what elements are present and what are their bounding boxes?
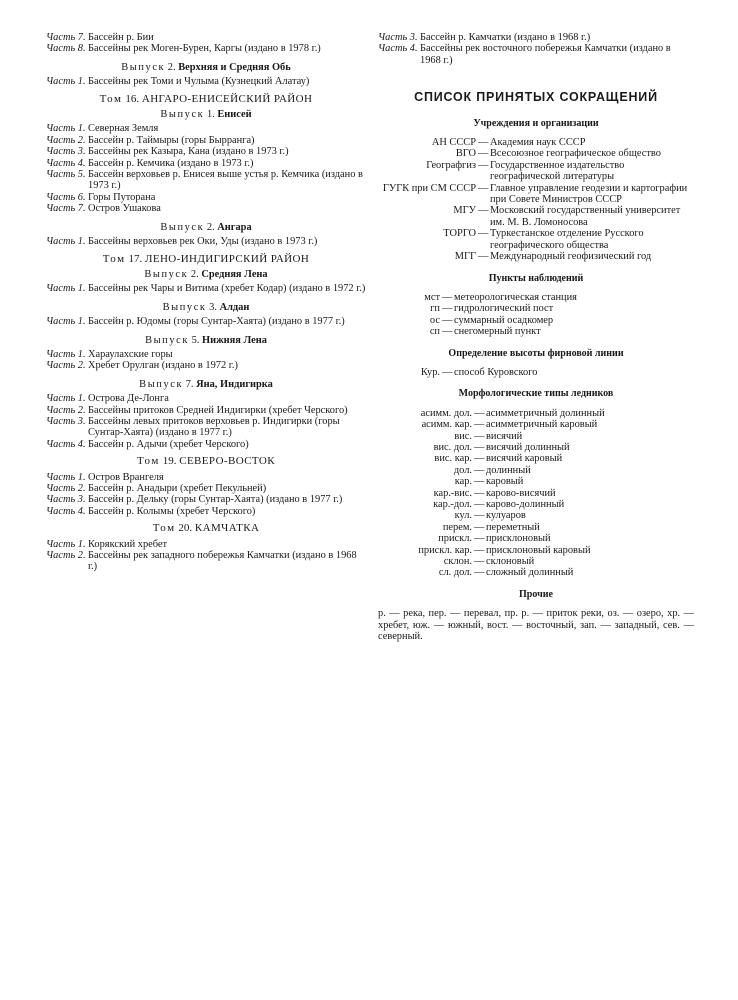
- entry-text: Бассейн р. Бии: [88, 32, 154, 43]
- entry-text: Острова Де-Лонга: [88, 393, 169, 405]
- dash-separator: —: [474, 533, 485, 545]
- part-label: Часть 3.: [46, 494, 86, 506]
- part-label: Часть 3.: [378, 32, 418, 43]
- issue-label: Выпуск: [139, 378, 184, 390]
- list-item: [46, 360, 366, 371]
- issue-number: 5.: [191, 334, 200, 346]
- abbreviation-definition: переметный: [486, 521, 540, 533]
- abbreviation-definition: суммарный осадкомер: [454, 314, 554, 326]
- right-top-entries: [378, 32, 694, 66]
- dash-separator: —: [478, 182, 489, 194]
- list-item: [46, 393, 366, 404]
- volume-name: СЕВЕРО-ВОСТОК: [179, 455, 275, 468]
- issue-heading: [46, 379, 366, 390]
- part-label: Часть 2.: [46, 404, 86, 416]
- abbreviation-definition: асимметричный долинный: [486, 407, 605, 419]
- issue-heading: [46, 62, 366, 73]
- entry-text: Бассейны рек восточного побережья Камчатки (издано в 1968 г.): [420, 43, 671, 66]
- abbreviation-definition: метеорологическая станция: [454, 291, 577, 303]
- list-item: [46, 192, 366, 203]
- entry-text: Бассейны рек Казыра, Кана (издано в 1973 г.): [88, 146, 289, 158]
- part-label: Часть 3.: [46, 415, 86, 427]
- list-item: [46, 349, 366, 360]
- abbreviation-definition: висячий: [486, 430, 523, 442]
- list-item: [46, 316, 366, 327]
- abbreviation: мст: [424, 291, 440, 303]
- part-label: Часть 4.: [378, 43, 418, 55]
- dash-separator: —: [474, 521, 485, 533]
- dash-separator: —: [474, 419, 485, 431]
- abbreviation-definition: Всесоюзное географическое общество: [490, 148, 661, 160]
- issue-name: Средняя Лена: [201, 268, 268, 280]
- abbreviation-definition: склоновый: [486, 556, 535, 568]
- dash-separator: —: [478, 251, 489, 263]
- list-item: [46, 32, 366, 43]
- list-item: [46, 169, 366, 192]
- volume-label: Том: [102, 252, 126, 265]
- list-item: [46, 135, 366, 146]
- abbreviation-definition: долинный: [486, 464, 531, 476]
- issue-number: 1.: [206, 109, 215, 121]
- abbreviation-definition: кулуаров: [486, 510, 526, 522]
- dash-separator: —: [478, 228, 489, 240]
- issue-name: Ангара: [217, 221, 252, 233]
- abbreviation: ВГО: [455, 148, 476, 160]
- issue-name: Алдан: [219, 301, 250, 313]
- abbreviation-definition: каровый: [486, 476, 524, 488]
- abbreviation: МГУ: [453, 205, 476, 217]
- firn-table: [378, 367, 694, 378]
- issue-name: Енисей: [217, 109, 252, 121]
- issue-heading: [46, 302, 366, 313]
- part-label: Часть 2.: [46, 134, 86, 146]
- list-item: [46, 550, 366, 573]
- issue-heading: [46, 222, 366, 233]
- abbreviation: кар.-дол.: [433, 499, 472, 510]
- abbreviation-definition: снегомерный пункт: [454, 326, 541, 338]
- abbreviation: асимм. кар.: [421, 419, 472, 431]
- abbreviation: вис. дол.: [433, 441, 472, 453]
- entry-text: Бассейн р. Анадыри (хребет Пекульней): [88, 483, 267, 494]
- volume-heading: [46, 254, 366, 265]
- issue-label: Выпуск: [160, 221, 205, 233]
- abbreviation-definition: карово-висячий: [486, 487, 556, 499]
- abbreviation: склон.: [443, 556, 472, 568]
- entry-text: Бассейн верховьев р. Енисея выше устья р. Кемчика (издано в 1973 г.): [88, 169, 363, 192]
- volume-heading: [46, 94, 366, 105]
- page-title: СПИСОК ПРИНЯТЫХ СОКРАЩЕНИЙ: [414, 90, 658, 105]
- abbreviation: сл. дол.: [438, 567, 472, 579]
- dash-separator: —: [478, 159, 489, 171]
- abbreviation-definition: Международный геофизический год: [490, 251, 652, 263]
- entry-text: Бассейн р. Таймыры (горы Бырранга): [88, 134, 255, 146]
- abbreviation: ос: [429, 314, 440, 326]
- list-item: [46, 146, 366, 157]
- volume-number: 16.: [125, 92, 140, 105]
- abbreviation: кар.: [454, 476, 472, 488]
- part-label: Часть 5.: [46, 169, 86, 181]
- entry-text: Бассейны рек западного побережья Камчатки (издано в 1968 г.): [88, 550, 357, 573]
- entry-text: Бассейн р. Адычи (хребет Черского): [88, 438, 249, 450]
- abbreviation: дол.: [453, 464, 472, 476]
- issue-number: 3.: [209, 301, 217, 313]
- abbreviation-definition: способ Куровского: [454, 366, 538, 378]
- abbreviation-definition: гидрологический пост: [454, 303, 554, 315]
- issue-number: 2.: [190, 268, 199, 280]
- issue-heading: [46, 335, 366, 346]
- part-label: Часть 7.: [46, 203, 86, 215]
- volume-heading: [46, 523, 366, 534]
- abbreviation-definition: присклоновый: [486, 533, 551, 545]
- issue-label: Выпуск: [145, 334, 189, 346]
- list-item: [46, 158, 366, 169]
- abbreviation-definition: Академия наук СССР: [490, 137, 586, 149]
- list-item: [46, 539, 366, 550]
- dash-separator: —: [442, 291, 453, 303]
- volume-number: 17.: [128, 252, 143, 265]
- abbreviation: асимм. дол.: [420, 407, 472, 419]
- dash-separator: —: [474, 499, 485, 510]
- list-item: [378, 32, 694, 43]
- entry-text: Северная Земля: [88, 123, 159, 135]
- abbreviation: кар.-вис.: [433, 487, 472, 499]
- abbreviation: сп: [429, 326, 440, 338]
- abbreviation: АН СССР: [431, 137, 476, 149]
- list-item: [46, 494, 366, 505]
- dash-separator: —: [474, 407, 485, 419]
- entry-text: Бассейны рек Чары и Витима (хребет Кодар) (издано в 1972 г.): [88, 283, 366, 295]
- dash-separator: —: [474, 487, 485, 499]
- entry-text: Бассейны рек Томи и Чулыма (Кузнецкий Алатау): [88, 76, 310, 88]
- abbreviation-definition: висячий долинный: [486, 441, 570, 453]
- entry-text: Бассейны рек Моген-Бурен, Каргы (издано в 1978 г.): [88, 43, 321, 55]
- section-heading-stations: Пункты наблюдений: [488, 272, 584, 284]
- misc-abbreviations: р. — река, пер. — перевал, пр. р. — приток реки, оз. — озеро, хр. — хребет, юж. — южный, вост. — восточный, зап. — западный, сев. — северный.: [378, 608, 694, 643]
- dash-separator: —: [474, 476, 485, 488]
- section-heading-firn: Определение высоты фирновой линии: [448, 347, 624, 359]
- abbreviation-definition: сложный долинный: [486, 567, 574, 579]
- issue-label: Выпуск: [162, 301, 207, 313]
- list-item: [46, 203, 366, 214]
- entry-text: Бассейны верховьев рек Оки, Уды (издано в 1973 г.): [88, 236, 318, 248]
- abbreviation: прискл. кар.: [418, 544, 472, 556]
- entry-text: Бассейн р. Дельку (горы Сунтар-Хаята) (издано в 1977 г.): [88, 494, 343, 506]
- abbreviation: ГУГК при СМ СССР: [382, 182, 476, 194]
- part-label: Часть 8.: [46, 43, 86, 55]
- issue-name: Нижняя Лена: [202, 334, 267, 346]
- volume-label: Том: [99, 92, 123, 105]
- abbreviation-definition: Московский государственный университет им. М. В. Ломоносова: [490, 205, 681, 228]
- entry-text: Бассейн р. Кемчика (издано в 1973 г.): [88, 157, 254, 169]
- issue-name: Верхняя и Средняя Обь: [178, 61, 291, 73]
- part-label: Часть 7.: [46, 32, 86, 43]
- left-column: [46, 32, 366, 573]
- part-label: Часть 1.: [46, 123, 86, 135]
- entry-text: Бассейн р. Колымы (хребет Черского): [88, 505, 256, 517]
- issue-label: Выпуск: [144, 268, 189, 280]
- dash-separator: —: [474, 464, 485, 476]
- part-label: Часть 1.: [46, 538, 86, 550]
- abbreviation: Географгиз: [426, 159, 476, 171]
- part-label: Часть 4.: [46, 438, 86, 450]
- list-item: [46, 283, 366, 294]
- list-item: [46, 439, 366, 450]
- abbreviation: Кур.: [420, 366, 440, 378]
- entry-text: Хараулахские горы: [88, 348, 173, 360]
- morph-table: [378, 408, 694, 579]
- abbreviation-definition: присклоновый каровый: [486, 544, 591, 556]
- entry-text: Остров Ушакова: [88, 203, 161, 215]
- list-item: [378, 43, 694, 66]
- list-item: [46, 76, 366, 87]
- entry-text: Бассейн р. Камчатки (издано в 1968 г.): [420, 32, 591, 43]
- abbreviation-definition: карово-долинный: [486, 499, 565, 510]
- list-item: [46, 236, 366, 247]
- entry-text: Бассейн р. Юдомы (горы Сунтар-Хаята) (издано в 1977 г.): [88, 316, 345, 328]
- list-item: [46, 43, 366, 54]
- list-item: [46, 483, 366, 494]
- part-label: Часть 1.: [46, 283, 86, 295]
- volume-heading: [46, 456, 366, 467]
- entry-text: Горы Путорана: [88, 191, 156, 203]
- abbreviation-definition: асимметричный каровый: [486, 419, 598, 431]
- issue-number: 2.: [167, 61, 176, 73]
- volume-name: АНГАРО-ЕНИСЕЙСКИЙ РАЙОН: [141, 92, 313, 105]
- abbreviation-definition: Государственное издательство географической литературы: [490, 159, 625, 183]
- part-label: Часть 3.: [46, 146, 86, 158]
- dash-separator: —: [474, 453, 485, 465]
- issue-label: Выпуск: [121, 61, 166, 73]
- volume-name: ЛЕНО-ИНДИГИРСКИЙ РАЙОН: [144, 252, 310, 265]
- part-label: Часть 1.: [46, 471, 86, 483]
- right-column: [378, 32, 694, 642]
- part-label: Часть 1.: [46, 76, 86, 88]
- entry-text: Бассейны притоков Средней Индигирки (хребет Черского): [88, 404, 348, 416]
- abbreviation: ТОРГО: [443, 228, 476, 240]
- dash-separator: —: [474, 567, 485, 579]
- abbreviation: вис.: [454, 430, 472, 442]
- volume-number: 20.: [178, 522, 193, 535]
- abbreviation-definition: висячий каровый: [486, 453, 563, 465]
- abbreviation: вис. кар.: [434, 453, 472, 465]
- abbreviation: гп: [430, 303, 440, 315]
- abbreviation: кул.: [454, 510, 472, 522]
- issue-name: Яна, Индигирка: [196, 378, 273, 390]
- issue-label: Выпуск: [160, 109, 205, 121]
- entry-text: Остров Врангеля: [88, 471, 164, 483]
- institutions-table: [378, 137, 694, 262]
- part-label: Часть 4.: [46, 157, 86, 169]
- dash-separator: —: [478, 148, 489, 160]
- part-label: Часть 6.: [46, 191, 86, 203]
- issue-number: 7.: [185, 378, 194, 390]
- dash-separator: —: [474, 430, 485, 442]
- dash-separator: —: [478, 137, 489, 149]
- dash-separator: —: [442, 366, 453, 378]
- volume-label: Том: [152, 522, 176, 535]
- volume-number: 19.: [162, 455, 177, 468]
- abbreviation-definition: Главное управление геодезии и картографии при Совете Министров СССР: [490, 182, 688, 206]
- part-label: Часть 1.: [46, 393, 86, 405]
- part-label: Часть 2.: [46, 360, 86, 372]
- list-item: [46, 472, 366, 483]
- list-item: [46, 123, 366, 134]
- volume-label: Том: [137, 455, 160, 468]
- list-item: [46, 416, 366, 439]
- section-heading-morph: Морфологические типы ледников: [458, 388, 614, 400]
- dash-separator: —: [474, 441, 485, 453]
- dash-separator: —: [442, 314, 453, 326]
- dash-separator: —: [442, 326, 453, 338]
- list-item: [46, 506, 366, 517]
- part-label: Часть 2.: [46, 483, 86, 494]
- section-heading-institutions: Учреждения и организации: [473, 117, 599, 129]
- stations-table: [378, 292, 694, 338]
- dash-separator: —: [478, 205, 489, 217]
- part-label: Часть 1.: [46, 316, 86, 328]
- volume-name: КАМЧАТКА: [194, 522, 260, 535]
- dash-separator: —: [474, 510, 485, 522]
- entry-text: Бассейны левых притоков верховьев р. Индигирки (горы Сунтар-Хаята) (издано в 1977 г.): [88, 415, 340, 439]
- issue-heading: [46, 269, 366, 280]
- dash-separator: —: [474, 556, 485, 568]
- part-label: Часть 1.: [46, 236, 86, 248]
- part-label: Часть 1.: [46, 348, 86, 360]
- list-item: [46, 405, 366, 416]
- entry-text: Корякский хребет: [88, 538, 168, 550]
- part-label: Часть 2.: [46, 550, 86, 562]
- abbreviation-definition: Туркестанское отделение Русского географического общества: [490, 228, 644, 251]
- issue-number: 2.: [206, 221, 215, 233]
- entry-text: Хребет Орулган (издано в 1972 г.): [88, 360, 238, 372]
- section-heading-misc: Прочие: [519, 588, 553, 600]
- dash-separator: —: [474, 544, 485, 556]
- part-label: Часть 4.: [46, 505, 86, 517]
- dash-separator: —: [442, 303, 453, 315]
- abbreviation: МГГ: [454, 251, 476, 263]
- abbreviation: прискл.: [438, 533, 472, 545]
- abbreviation: перем.: [442, 521, 472, 533]
- issue-heading: [46, 109, 366, 120]
